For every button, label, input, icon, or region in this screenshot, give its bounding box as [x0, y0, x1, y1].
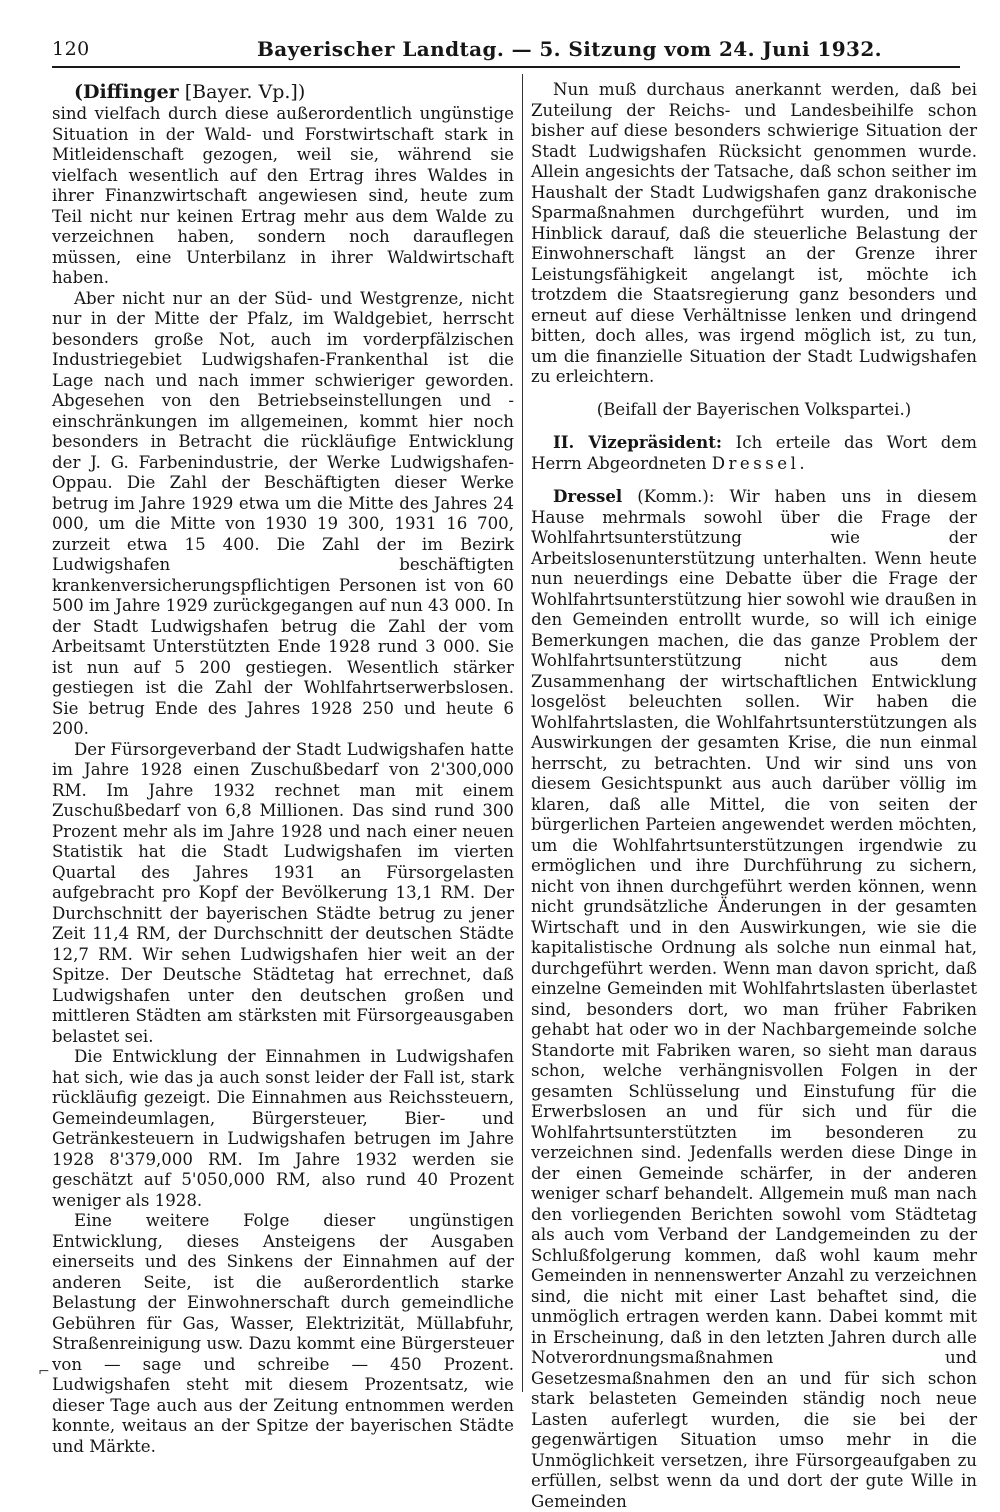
paragraph: Aber nicht nur an der Süd- und Westgrenze, nicht nur in der Mitte der Pfalz, im Waldgebiet, herrscht besonders große Not, auch im vorderpfälzischen Industriegebiet Ludwigshafen-Frankenthal ist die Lage nach und nach immer schwieriger geworden. Abgesehen von den Betriebseinstellungen und -einschränkungen im allgemeinen, kommt hier noch besonders in Betracht die rückläufige Entwicklung der J. G. Farbenindustrie, der Werke Ludwigshafen-Oppau. Die Zahl der Beschäftigten dieser Werke betrug im Jahre 1929 etwa um die Mitte des Jahres 24 000, um die Mitte von 1930 19 300, 1931 16 700, zurzeit etwa 15 400. Die Zahl der im Bezirk Ludwigshafen beschäftigten krankenversicherungspflichtigen Personen ist von 60 500 im Jahre 1929 zurückgegangen auf nun 43 000. In der Stadt Ludwigshafen betrug die Zahl der vom Arbeitsamt Unterstützten Ende 1928 rund 3 000. Sie ist nun auf 5 200 gestiegen. Wesentlich stärker gestiegen ist die Zahl der Wohlfahrtserwerbslosen. Sie betrug Ende des Jahres 1928 250 und heute 6 200.	[52, 288, 514, 738]
margin-mark: ⌐	[38, 1364, 50, 1380]
header-rule	[52, 66, 960, 68]
speaker-party: [Bayer. Vp.])	[184, 81, 306, 103]
dressel-speech	[531, 486, 977, 1512]
speaker-name: (Diffinger	[74, 81, 179, 103]
vice-president-statement	[531, 432, 977, 474]
dressel-party: (Komm.):	[637, 487, 715, 506]
page-header	[52, 34, 958, 64]
vice-president-text: Ich erteile das Wort dem Herrn Abgeordneten	[531, 433, 977, 473]
dressel-speaker-name: Dressel	[553, 486, 623, 506]
speaker-heading	[52, 80, 514, 104]
column-divider	[522, 74, 523, 1392]
running-head: Bayerischer Landtag. — 5. Sitzung vom 24. Juni 1932.	[257, 37, 883, 61]
paragraph: Eine weitere Folge dieser ungünstigen Entwicklung, dieses Ansteigens der Ausgaben einerseits und des Sinkens der Einnahmen auf der anderen Seite, ist die außerordentlich starke Belastung der Einwohnerschaft durch gemeindliche Gebühren für Gas, Wasser, Elektrizität, Müllabfuhr, Straßenreinigung usw. Dazu kommt eine Bürgersteuer von — sage und schreibe — 450 Prozent. Ludwigshafen steht mit diesem Prozentsatz, wie dieser Tage auch aus der Zeitung entnommen werden konnte, weitaus an der Spitze der bayerischen Städte und Märkte.	[52, 1211, 514, 1456]
paragraph: Die Entwicklung der Einnahmen in Ludwigshafen hat sich, wie das ja auch sonst leider der Fall ist, stark rückläufig gezeigt. Die Einnahmen aus Reichssteuern, Gemeindeumlagen, Bürgersteuer, Bier- und Getränkesteuern in Ludwigshafen betrugen im Jahre 1928 8'379,000 RM. Im Jahre 1932 werden sie geschätzt auf 5'050,000 RM, also rund 40 Prozent weniger als 1928.	[52, 1047, 514, 1210]
vice-president-label: II. Vizepräsident:	[553, 432, 723, 452]
paragraph: Nun muß durchaus anerkannt werden, daß bei Zuteilung der Reichs- und Landesbeihilfe schon bisher auf diese besonders schwierige Situation der Stadt Ludwigshafen Rücksicht genommen wurde. Allein angesichts der Tatsache, daß schon seither im Haushalt der Stadt Ludwigshafen ganz drakonische Sparmaßnahmen durchgeführt wurden, und im Hinblick darauf, daß die steuerliche Belastung der Einwohnerschaft längst an der Grenze ihrer Leistungsfähigkeit angelangt ist, möchte ich trotzdem die Staatsregierung ganz besonders und erneut auf diese Verhältnisse lenken und dringend bitten, doch alles, was irgend möglich ist, zu tun, um die finanzielle Situation der Stadt Ludwigshafen zu erleichtern.	[531, 80, 977, 386]
page-number: 120	[52, 38, 90, 60]
paragraph: sind vielfach durch diese außerordentlich ungünstige Situation in der Wald- und Forstwirtschaft stark in Mitleidenschaft gezogen, weil sie, während sie vielfach wesentlich auf den Ertrag ihres Waldes in ihrer Finanzwirtschaft angewiesen sind, heute zum Teil nicht nur keinen Ertrag mehr aus dem Walde zu verzeichnen haben, sondern noch darauflegen müssen, eine Unterbilanz in ihrer Waldwirtschaft haben.	[52, 104, 514, 287]
applause-note: (Beifall der Bayerischen Volkspartei.)	[596, 399, 912, 419]
called-speaker-name: Dressel.	[711, 453, 809, 473]
dressel-speech-text: Wir haben uns in diesem Hause mehrmals sowohl über die Frage der Wohlfahrtsunterstützung wie der Arbeitslosenunterstützung unterhalten. Wenn heute nun neuerdings eine Debatte über die Frage der Wohlfahrtsunterstützung hier sowohl wie draußen in den Gemeinden entrollt wurde, so will ich einige Bemerkungen machen, die das ganze Problem der Wohlfahrtsunterstützung nicht aus dem Zusammenhang der wirtschaftlichen Entwicklung losgelöst beleuchten sollen. Wir haben die Wohlfahrtslasten, die Wohlfahrtsunterstützungen als Auswirkungen der gesamten Krise, die nun einmal herrscht, zu betrachten. Und wir sind uns von diesem Gesichtspunkt aus auch darüber völlig im klaren, daß alle Mittel, die von seiten der bürgerlichen Parteien angewendet werden möchten, um die Wohlfahrtsunterstützungen irgendwie zu ermöglichen und ihre Durchführung zu sichern, nicht von ihnen durchgeführt werden können, wenn nicht grundsätzliche Änderungen in der gesamten Wirtschaft und in den Auswirkungen, wie sie die kapitalistische Ordnung als solche nun einmal hat, durchgeführt werden. Wenn man davon spricht, daß einzelne Gemeinden mit Wohlfahrtslasten überlastet sind, besonders dort, wo man früher Fabriken gehabt hat oder wo in der Nachbargemeinde solche Standorte mit Fabriken waren, so sieht man daraus schon, welche verhängnisvollen Folgen in der gesamten Schlüsselung und Einstufung für die Erwerbslosen an und für sich und für die Wohlfahrtsunterstützten im besonderen zu verzeichnen sind. Jedenfalls werden diese Dinge in der einen Gemeinde schärfer, in der anderen weniger scharf behandelt. Allgemein muß man nach den vorliegenden Berichten sowohl vom Städtetag als auch vom Verband der Landgemeinden zu der Schlußfolgerung kommen, daß wohl kaum mehr Gemeinden in nennenswerter Anzahl zu verzeichnen sind, die nicht mit einer Last behaftet sind, die unmöglich ertragen werden kann. Dabei kommt mit in Erscheinung, daß in den letzten Jahren durch alle Notverordnungsmaßnahmen und Gesetzesmaßnahmen den an und für sich schon stark belasteten Gemeinden ständig noch neue Lasten auferlegt wurden, die sie bei der gegenwärtigen Situation umso mehr in die Unmöglichkeit versetzen, ihre Fürsorgeaufgaben zu erfüllen, selbst wenn da und dort der gute Wille in Gemeinden	[531, 487, 977, 1511]
paragraph: Der Fürsorgeverband der Stadt Ludwigshafen hatte im Jahre 1928 einen Zuschußbedarf von 2'300,000 RM. Im Jahre 1932 rechnet man mit einem Zuschußbedarf von 6,8 Millionen. Das sind rund 300 Prozent mehr als im Jahre 1928 und nach einer neuen Statistik hat die Stadt Ludwigshafen im vierten Quartal des Jahres 1931 an Fürsorgelasten aufgebracht pro Kopf der Bevölkerung 13,1 RM. Der Durchschnitt der bayerischen Städte betrug zu jener Zeit 11,4 RM, der Durchschnitt der deutschen Städte 12,7 RM. Wir sehen Ludwigshafen hier weit an der Spitze. Der Deutsche Städtetag hat errechnet, daß Ludwigshafen unter den deutschen großen und mittleren Städten am stärksten mit Fürsorgeausgaben belastet sei.	[52, 739, 514, 1046]
right-column	[531, 80, 977, 1512]
left-column	[52, 80, 514, 1457]
